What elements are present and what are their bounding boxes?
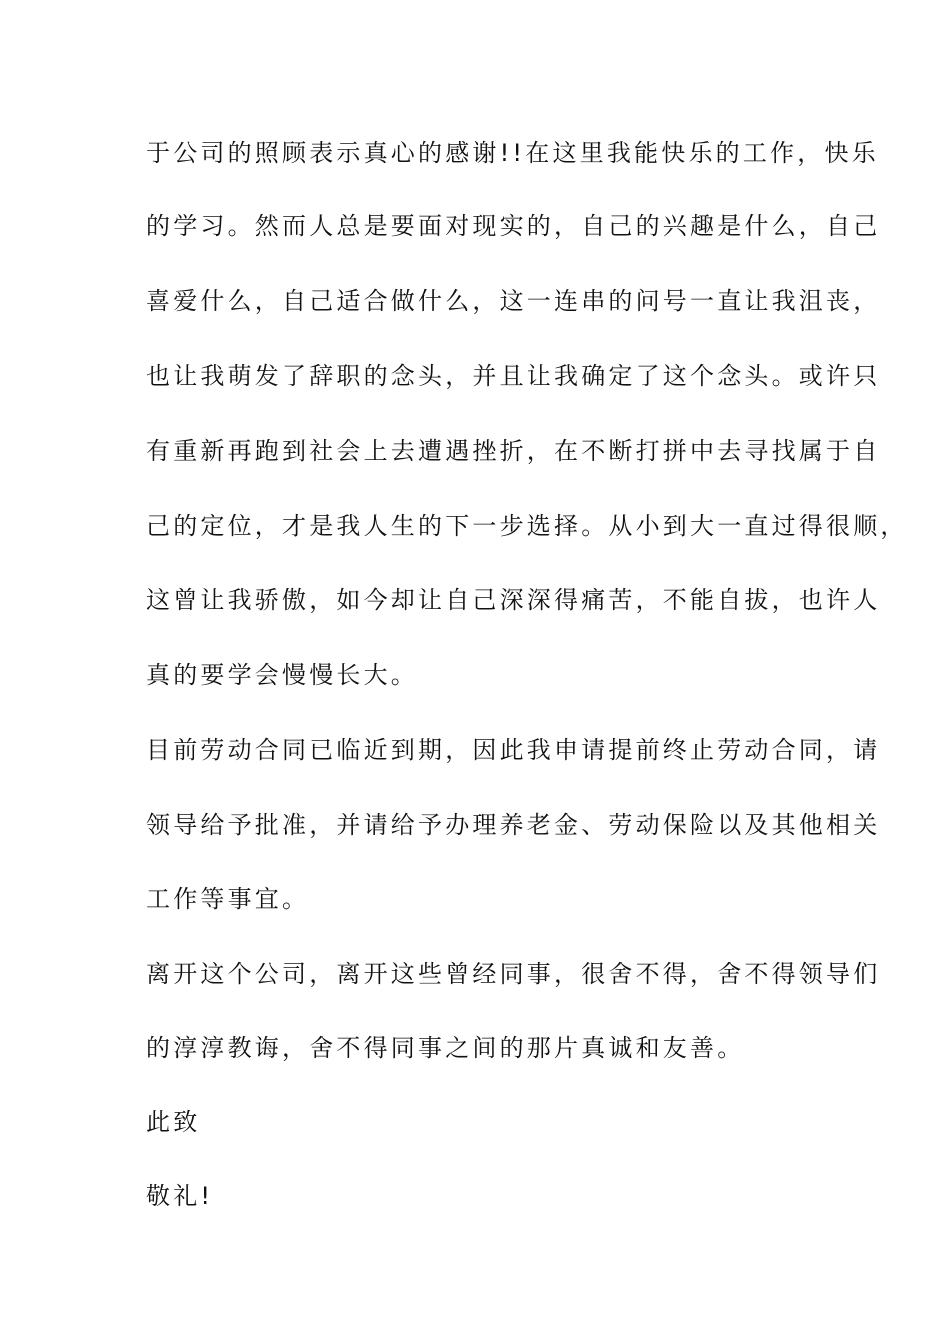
text-line-1: 于公司的照顾表示真心的感谢!!在这里我能快乐的工作，快乐 xyxy=(146,139,879,167)
text-line-5: 有重新再跑到社会上去遭遇挫折，在不断打拼中去寻找属于自 xyxy=(146,437,881,465)
text-line-8: 真的要学会慢慢长大。 xyxy=(146,661,418,689)
text-line-12: 离开这个公司，离开这些曾经同事，很舍不得，舍不得领导们 xyxy=(146,960,881,988)
text-line-11: 工作等事宜。 xyxy=(146,885,310,913)
text-line-7: 这曾让我骄傲，如今却让自己深深得痛苦，不能自拔，也许人 xyxy=(146,586,881,614)
text-line-9: 目前劳动合同已临近到期，因此我申请提前终止劳动合同，请 xyxy=(146,736,881,764)
text-line-2: 的学习。然而人总是要面对现实的，自己的兴趣是什么，自己 xyxy=(146,212,881,240)
text-line-4: 也让我萌发了辞职的念头，并且让我确定了这个念头。或许只 xyxy=(146,362,881,390)
text-line-13: 的淳淳教诲，舍不得同事之间的那片真诚和友善。 xyxy=(146,1034,745,1062)
text-line-10: 领导给予批准，并请给予办理养老金、劳动保险以及其他相关 xyxy=(146,811,881,839)
text-line-3: 喜爱什么，自己适合做什么，这一连串的问号一直让我沮丧， xyxy=(146,287,881,315)
closing-salutation: 此致 xyxy=(146,1108,201,1136)
closing-regards: 敬礼! xyxy=(146,1182,214,1210)
text-line-6: 己的定位，才是我人生的下一步选择。从小到大一直过得很顺， xyxy=(146,512,908,540)
